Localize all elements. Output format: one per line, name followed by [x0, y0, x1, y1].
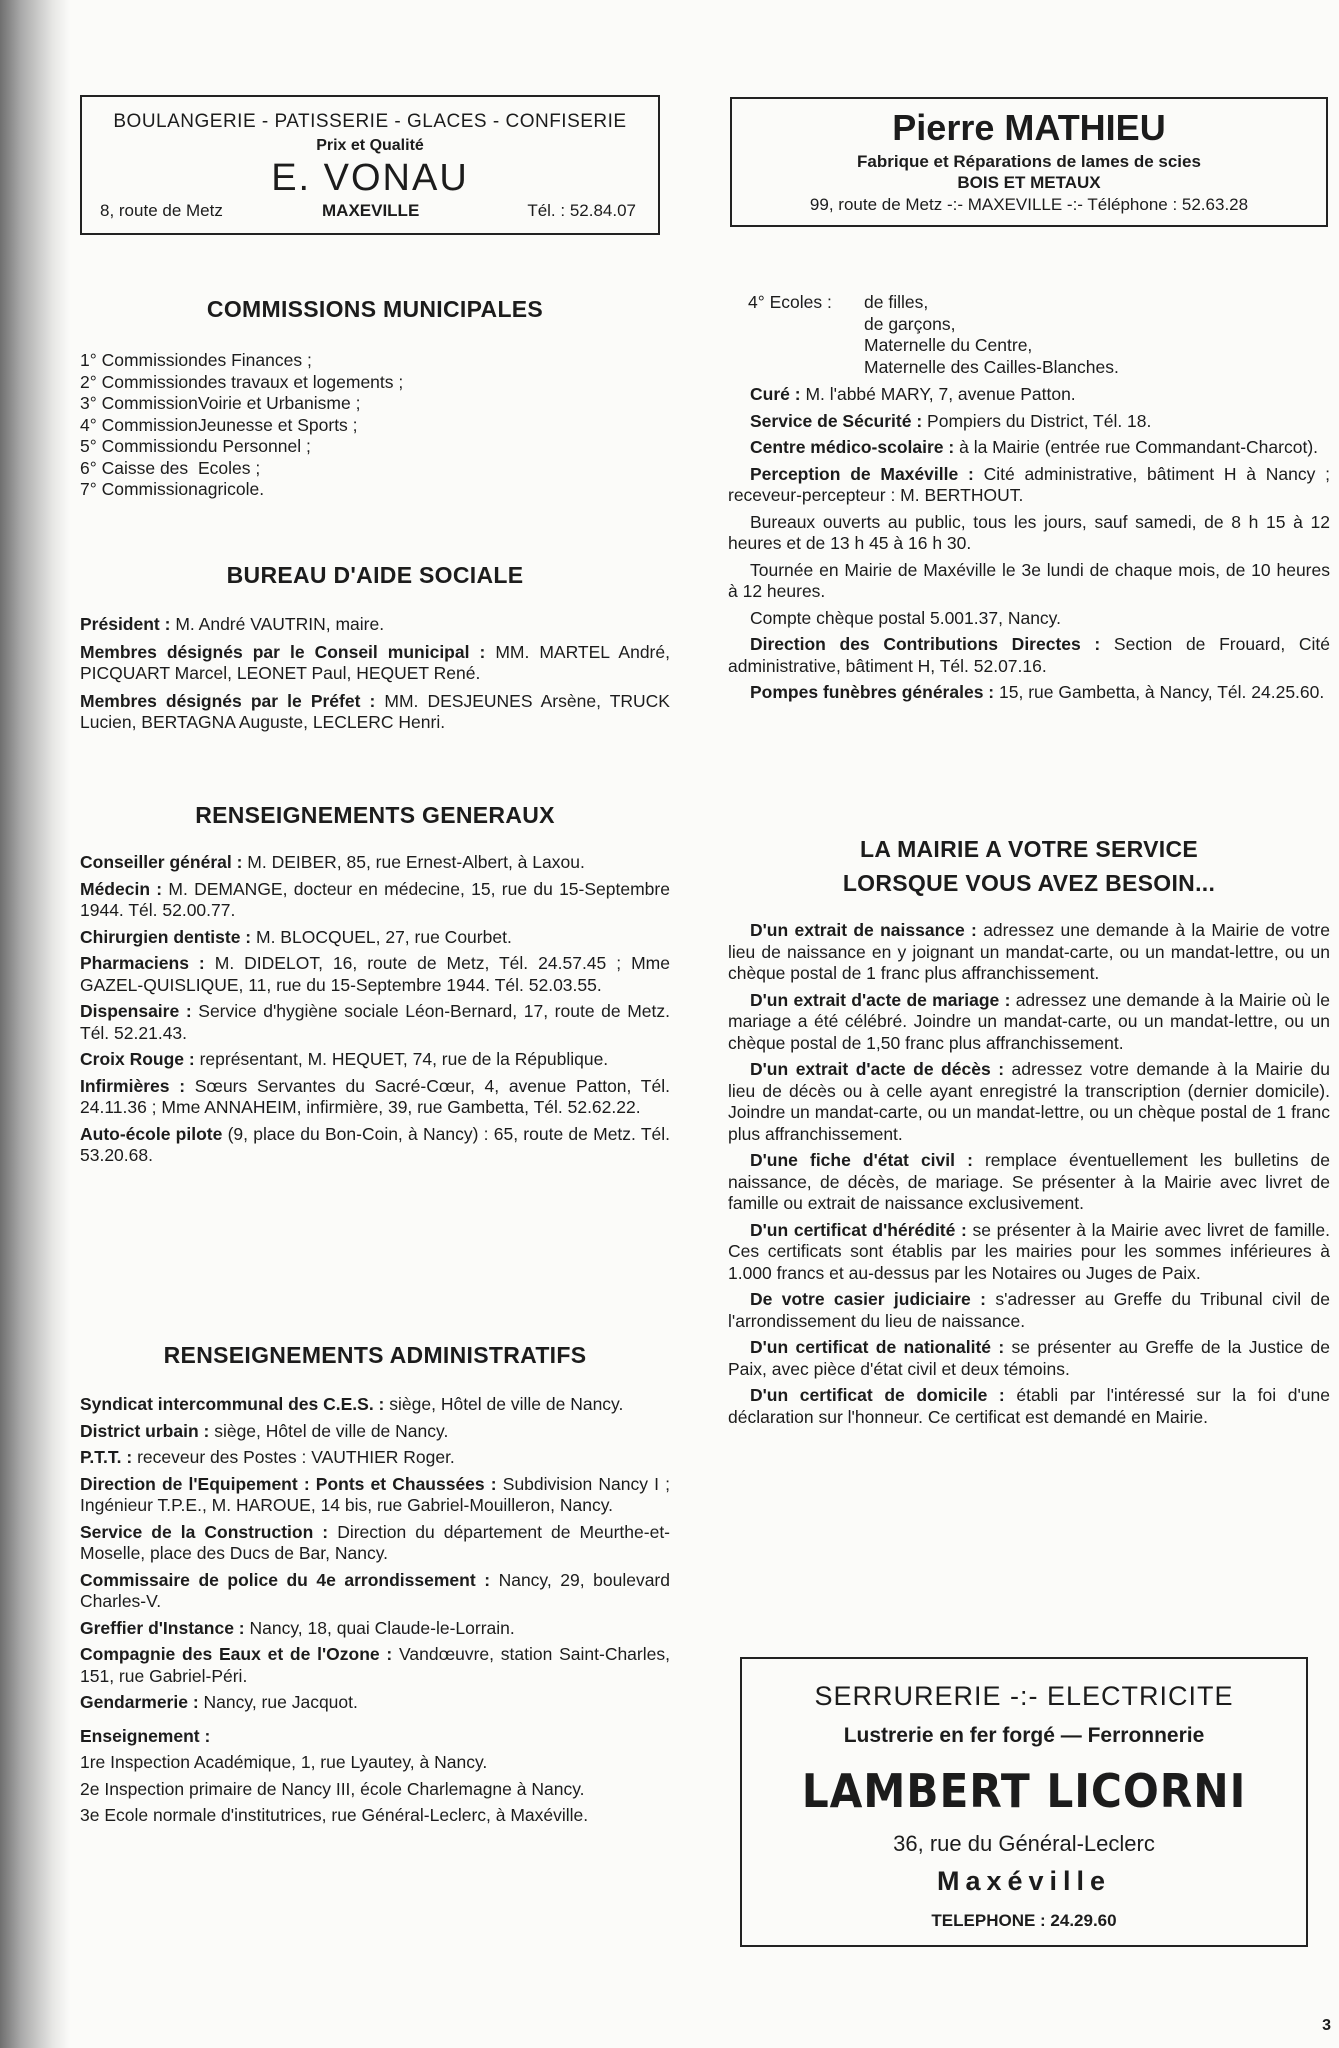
ad-vonau-slogan: Prix et Qualité	[316, 137, 424, 154]
ecoles-list	[864, 292, 1119, 378]
ad-vonau-phone: Tél. : 52.84.07	[527, 201, 636, 220]
list-item: 6° Caisse des Ecoles ;	[80, 457, 261, 478]
list-item: Gendarmerie : Nancy, rue Jacquot.	[80, 1692, 358, 1712]
services-section	[728, 384, 1330, 704]
list-item: D'un certificat de domicile : établi par l'intéressé sur la foi d'une déclaration sur l'honneur. Ce certificat est demandé en Mairie.	[728, 1385, 1330, 1427]
list-item: Perception de Maxéville : Cité administrative, bâtiment H à Nancy ; receveur-percepteur : M. BERTHOUT.	[728, 463, 1330, 505]
list-item: Médecin : M. DEMANGE, docteur en médecine, 15, rue du 15-Septembre 1944. Tél. 52.00.77.	[80, 878, 670, 920]
list-item: District urbain : siège, Hôtel de ville de Nancy.	[80, 1420, 449, 1441]
list-item: D'un extrait d'acte de décès : adressez votre demande à la Mairie du lieu de décès ou à celle ayant enregistré la transcription (dernier domicile). Joindre un mandat-carte, ou un mandat-lettre, ou un chèque postal de 1 franc plus affranchissement.	[728, 1059, 1330, 1144]
ad-vonau	[80, 95, 660, 235]
list-item: D'un certificat de nationalité : se présenter au Greffe de la Justice de Paix, avec pièce d'état civil et deux témoins.	[728, 1337, 1330, 1379]
administratifs-title: RENSEIGNEMENTS ADMINISTRATIFS	[163, 1342, 587, 1368]
list-item: Pharmaciens : M. DIDELOT, 16, route de Metz, Tél. 24.57.45 ; Mme GAZEL-QUISLIQUE, 11, rue du 15-Septembre 1944. Tél. 52.03.55.	[80, 953, 670, 995]
list-item: D'un extrait d'acte de mariage : adressez une demande à la Mairie où le mariage a été célébré. Joindre un mandat-carte, ou un mandat-lettre, ou un chèque postal de 1,50 franc plus affranchissement.	[728, 989, 1330, 1053]
bureau-president-label: Président :	[80, 614, 171, 634]
list-item: Bureaux ouverts au public, tous les jours, sauf samedi, de 8 h 15 à 12 heures et de 13 h 45 à 16 h 30.	[728, 511, 1330, 553]
generaux-section	[80, 852, 670, 1167]
ad-mathieu-line2: BOIS ET METAUX	[957, 173, 1101, 192]
list-item: Curé : M. l'abbé MARY, 7, avenue Patton.	[750, 384, 1076, 404]
ad-vonau-name: E. VONAU	[271, 157, 469, 199]
mairie-title	[728, 832, 1330, 900]
page-number: 3	[1322, 2017, 1331, 2034]
bureau-prefet-text: MM. DESJEUNES Arsène, TRUCK Lucien, BERTAGNA Auguste, LECLERC Henri.	[80, 690, 670, 732]
list-item: P.T.T. : receveur des Postes : VAUTHIER Roger.	[80, 1447, 455, 1467]
list-item: de garçons,	[864, 313, 956, 334]
ad-mathieu-address: 99, route de Metz -:- MAXEVILLE -:- Téléphone : 52.63.28	[809, 195, 1249, 214]
list-item: Maternelle du Centre,	[864, 335, 1033, 355]
list-item: 1re Inspection Académique, 1, rue Lyautey, à Nancy.	[80, 1752, 488, 1772]
mairie-title-line2: LORSQUE VOUS AVEZ BESOIN...	[842, 870, 1216, 896]
list-item: Pompes funèbres générales : 15, rue Gambetta, à Nancy, Tél. 24.25.60.	[750, 682, 1325, 702]
list-item: 1° Commission des Finances ;	[80, 350, 312, 370]
ad-licorni	[740, 1657, 1308, 1947]
administratifs-section	[80, 1394, 670, 1827]
enseignement-label: Enseignement :	[80, 1725, 211, 1746]
ad-vonau-city: MAXEVILLE	[322, 201, 420, 220]
list-item: 3e Ecole normale d'institutrices, rue Général-Leclerc, à Maxéville.	[80, 1805, 589, 1825]
list-item: 2e Inspection primaire de Nancy III, école Charlemagne à Nancy.	[80, 1778, 585, 1799]
ad-mathieu-name: Pierre MATHIEU	[892, 107, 1166, 148]
bureau-prefet-label: Membres désignés par le Préfet :	[80, 690, 376, 711]
ad-vonau-address: 8, route de Metz	[100, 201, 223, 220]
ecoles-num: 4° Ecoles :	[748, 292, 832, 312]
ad-mathieu	[730, 97, 1328, 227]
commissions-title: COMMISSIONS MUNICIPALES	[206, 296, 544, 322]
list-item: 7° Commission agricole.	[80, 479, 265, 499]
ad-licorni-line2: Lustrerie en fer forgé — Ferronnerie	[843, 1724, 1205, 1747]
list-item: Syndicat intercommunal des C.E.S. : siège, Hôtel de ville de Nancy.	[80, 1394, 624, 1414]
list-item: Croix Rouge : représentant, M. HEQUET, 74, rue de la République.	[80, 1049, 609, 1069]
list-item: Centre médico-scolaire : à la Mairie (entrée rue Commandant-Charcot).	[750, 437, 1319, 457]
list-item: D'une fiche d'état civil : remplace éventuellement les bulletins de naissance, de décès, de mariage. Se présenter à la Mairie avec livret de famille ou extrait de naissance exclusivement.	[728, 1150, 1330, 1213]
ad-vonau-trade: BOULANGERIE - PATISSERIE - GLACES - CONFISERIE	[113, 111, 627, 132]
bureau-conseil-text: MM. MARTEL André, PICQUART Marcel, LEONET Paul, HEQUET René.	[80, 641, 670, 683]
list-item: 5° Commission du Personnel ;	[80, 436, 311, 456]
list-item: Maternelle des Cailles-Blanches.	[864, 356, 1119, 377]
list-item: de filles,	[864, 292, 929, 312]
list-item: Auto-école pilote (9, place du Bon-Coin, à Nancy) : 65, route de Metz. Tél. 53.20.68.	[80, 1123, 670, 1165]
list-item: Service de Sécurité : Pompiers du District, Tél. 18.	[750, 410, 1152, 431]
list-item: Direction des Contributions Directes : Section de Frouard, Cité administrative, bâtiment H, Tél. 52.07.16.	[728, 634, 1330, 676]
generaux-title: RENSEIGNEMENTS GENERAUX	[195, 802, 555, 828]
list-item: Direction de l'Equipement : Ponts et Chaussées : Subdivision Nancy I ; Ingénieur T.P.E., M. HAROUE, 14 bis, rue Gabriel-Mouilleron, Nancy.	[80, 1473, 670, 1515]
ad-mathieu-line1: Fabrique et Réparations de lames de scies	[857, 152, 1201, 171]
list-item: 3° Commission Voirie et Urbanisme ;	[80, 393, 361, 413]
list-item: De votre casier judiciaire : s'adresser au Greffe du Tribunal civil de l'arrondissement du lieu de naissance.	[728, 1289, 1330, 1331]
list-item: Compte chèque postal 5.001.37, Nancy.	[750, 607, 1061, 628]
list-item: D'un certificat d'hérédité : se présenter à la Mairie avec livret de famille. Ces certificats sont établis par les mairies pour les sommes inférieures à 1.000 francs et au-dessus par les Notaires ou Juges de Paix.	[728, 1219, 1330, 1283]
list-item: 4° Commission Jeunesse et Sports ;	[80, 414, 358, 435]
list-item: Conseiller général : M. DEIBER, 85, rue Ernest-Albert, à Laxou.	[80, 852, 585, 872]
page-gutter-shadow	[0, 0, 70, 2048]
list-item: Compagnie des Eaux et de l'Ozone : Vandœuvre, station Saint-Charles, 151, rue Gabriel-Péri.	[80, 1644, 670, 1686]
commissions-list	[80, 350, 403, 501]
list-item: Dispensaire : Service d'hygiène sociale Léon-Bernard, 17, route de Metz. Tél. 52.21.43.	[80, 1001, 670, 1043]
list-item: Tournée en Mairie de Maxéville le 3e lundi de chaque mois, de 10 heures à 12 heures.	[728, 559, 1330, 601]
ad-licorni-phone: TELEPHONE : 24.29.60	[931, 1911, 1117, 1930]
list-item: Chirurgien dentiste : M. BLOCQUEL, 27, rue Courbet.	[80, 926, 512, 947]
ad-licorni-trade: SERRURERIE -:- ELECTRICITE	[814, 1681, 1234, 1711]
bureau-title: BUREAU D'AIDE SOCIALE	[226, 562, 524, 588]
bureau-president-text: M. André VAUTRIN, maire.	[175, 614, 385, 634]
list-item: D'un extrait de naissance : adressez une demande à la Mairie de votre lieu de naissance en y joignant un mandat-carte, ou un mandat-lettre, ou un chèque postal de 1 franc plus affranchissement.	[728, 920, 1330, 983]
list-item: 2° Commission des travaux et logements ;	[80, 371, 404, 392]
mairie-section	[728, 920, 1330, 1428]
list-item: Infirmières : Sœurs Servantes du Sacré-Cœur, 4, avenue Patton, Tél. 24.11.36 ; Mme ANNAHEIM, infirmière, 39, rue Gambetta, Tél. 52.62.22.	[80, 1075, 670, 1117]
ad-licorni-name: LAMBERT LICORNI	[801, 1764, 1247, 1818]
list-item: Commissaire de police du 4e arrondissement : Nancy, 29, boulevard Charles-V.	[80, 1569, 670, 1611]
mairie-title-line1: LA MAIRIE A VOTRE SERVICE	[859, 836, 1199, 862]
ad-licorni-city: Maxéville	[936, 1866, 1112, 1896]
list-item: Greffier d'Instance : Nancy, 18, quai Claude-le-Lorrain.	[80, 1617, 515, 1638]
bureau-conseil-label: Membres désignés par le Conseil municipal :	[80, 641, 486, 662]
ad-licorni-address: 36, rue du Général-Leclerc	[893, 1831, 1155, 1856]
bureau-section	[80, 614, 670, 734]
list-item: Service de la Construction : Direction du département de Meurthe-et-Moselle, place des Ducs de Bar, Nancy.	[80, 1521, 671, 1563]
